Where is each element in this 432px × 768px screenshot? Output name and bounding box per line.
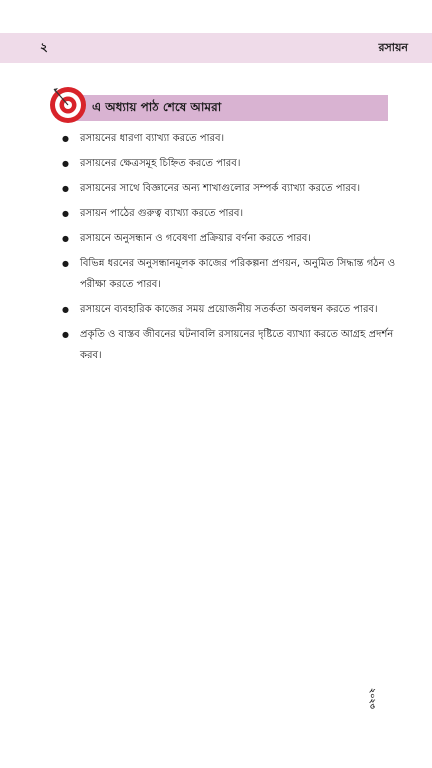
list-item: ● রসায়নের ধারণা ব্যাখ্যা করতে পারব। <box>62 128 402 149</box>
list-item: ● রসায়নের ক্ষেত্রসমূহ চিহ্নিত করতে পারব। <box>62 153 402 174</box>
running-head-title: রসায়ন <box>378 41 408 54</box>
objectives-list <box>62 128 402 370</box>
list-item: ● রসায়নে অনুসন্ধান ও গবেষণা প্রক্রিয়ার বর্ণনা করতে পারব। <box>62 228 402 249</box>
list-item: ● বিভিন্ন ধরনের অনুসন্ধানমূলক কাজের পরিকল্পনা প্রণয়ন, অনুমিত সিদ্ধান্ত গঠন ও পরীক্ষা করতে পারব। <box>62 253 402 295</box>
list-item: ● রসায়নের সাথে বিজ্ঞানের অন্য শাখাগুলোর সম্পর্ক ব্যাখ্যা করতে পারব। <box>62 178 402 199</box>
section-title: এ অধ্যায় পাঠ শেষে আমরা <box>92 100 222 114</box>
list-item: ● রসায়নে ব্যবহারিক কাজের সময় প্রয়োজনীয় সতর্কতা অবলম্বন করতে পারব। <box>62 299 402 320</box>
list-item: ● প্রকৃতি ও বাস্তব জীবনের ঘটনাবলি রসায়নের দৃষ্টিতে ব্যাখ্যা করতে আগ্রহ প্রদর্শন করব। <box>62 324 402 366</box>
target-icon <box>46 83 90 127</box>
list-item: ● রসায়ন পাঠের গুরুত্ব ব্যাখ্যা করতে পারব। <box>62 203 402 224</box>
page-number: ২ <box>40 40 48 54</box>
running-head-band <box>0 33 432 63</box>
footer-code: ২০২৩ <box>368 688 377 709</box>
